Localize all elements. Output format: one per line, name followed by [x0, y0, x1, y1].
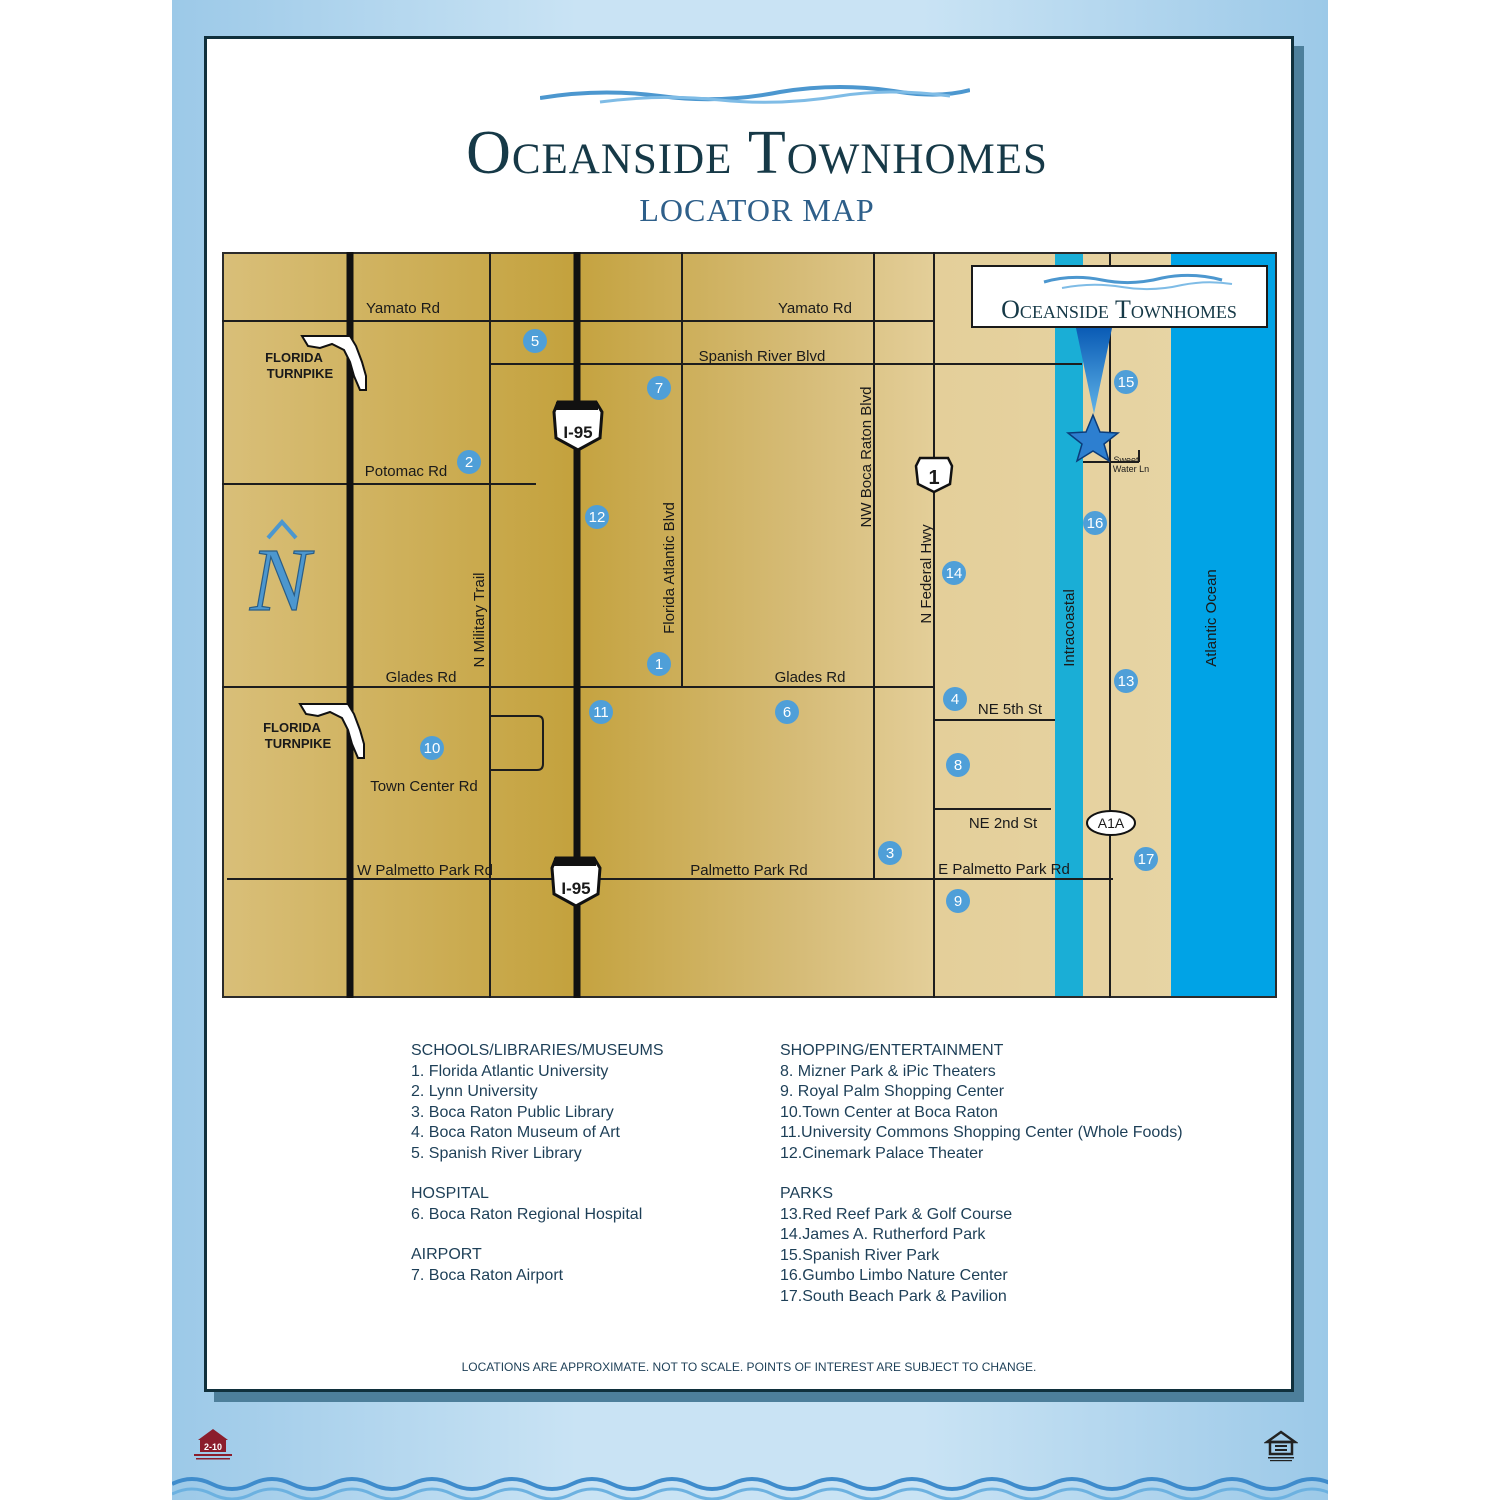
svg-text:10: 10: [423, 740, 441, 757]
legend-item: 14.James A. Rutherford Park: [780, 1226, 986, 1243]
poi-marker[interactable]: [946, 889, 970, 913]
poi-marker[interactable]: [1134, 847, 1158, 871]
inset-logo-text: Oceanside Townhomes: [1001, 295, 1237, 324]
svg-text:8: 8: [953, 757, 963, 774]
poi-marker[interactable]: [942, 561, 966, 585]
label-nw-boca: NW Boca Raton Blvd: [858, 386, 875, 528]
svg-text:14: 14: [945, 565, 963, 582]
label-atlantic-ocean: Atlantic Ocean: [1203, 569, 1220, 667]
equal-housing-icon: [1264, 1430, 1298, 1462]
legend-heading-shopping: SHOPPING/ENTERTAINMENT: [780, 1042, 1004, 1059]
page-title: Oceanside Townhomes: [466, 119, 1048, 187]
legend-heading-airport: AIRPORT: [411, 1246, 482, 1263]
legend-item: 5. Spanish River Library: [411, 1144, 582, 1162]
svg-text:13: 13: [1117, 673, 1135, 690]
a1a-shield-icon: [1087, 811, 1135, 835]
svg-text:9: 9: [953, 893, 963, 910]
label-palmetto: Palmetto Park Rd: [690, 862, 808, 879]
legend-heading-hospital: HOSPITAL: [411, 1185, 489, 1202]
label-w-palmetto: W Palmetto Park Rd: [357, 862, 493, 879]
poi-marker[interactable]: [589, 700, 613, 724]
legend-heading-parks: PARKS: [780, 1185, 834, 1202]
label-yamato-west: Yamato Rd: [366, 300, 440, 317]
warranty-logo-icon: [190, 1426, 236, 1462]
legend-item: 6. Boca Raton Regional Hospital: [411, 1205, 643, 1223]
svg-text:15: 15: [1117, 374, 1135, 391]
svg-text:11: 11: [593, 704, 609, 721]
label-glades-east: Glades Rd: [774, 669, 846, 686]
poi-marker[interactable]: [647, 376, 671, 400]
label-military: N Military Trail: [471, 572, 488, 668]
atlantic-ocean-water: [1171, 252, 1277, 998]
legend-item: 15.Spanish River Park: [780, 1246, 940, 1264]
svg-text:N: N: [249, 531, 311, 630]
page-subtitle: LOCATOR MAP: [639, 192, 875, 228]
svg-text:5: 5: [530, 333, 540, 350]
svg-text:6: 6: [782, 704, 792, 721]
svg-text:17: 17: [1137, 851, 1155, 868]
svg-text:FLORIDA: FLORIDA: [263, 720, 321, 735]
legend-item: 10.Town Center at Boca Raton: [780, 1103, 998, 1121]
label-sweet-water-2: Water Ln: [1112, 464, 1150, 474]
compass-north-icon: [249, 522, 315, 630]
legend-item: 13.Red Reef Park & Golf Course: [780, 1205, 1013, 1223]
poi-marker[interactable]: [878, 841, 902, 865]
header-wave-ornament: [540, 80, 970, 110]
legend-item: 2. Lynn University: [411, 1083, 538, 1100]
disclaimer-text: LOCATIONS ARE APPROXIMATE. NOT TO SCALE. POINTS OF INTEREST ARE SUBJECT TO CHANGE.: [461, 1360, 1037, 1374]
label-town-center: Town Center Rd: [370, 778, 478, 795]
label-spanish-river: Spanish River Blvd: [698, 348, 826, 365]
legend-item: 7. Boca Raton Airport: [411, 1266, 564, 1284]
svg-text:7: 7: [654, 380, 664, 397]
label-intracoastal: Intracoastal: [1061, 589, 1078, 667]
legend-right-column: [780, 1041, 1183, 1307]
legend-item: 9. Royal Palm Shopping Center: [780, 1083, 1005, 1100]
label-ne-5th: NE 5th St: [977, 701, 1043, 718]
svg-text:1: 1: [928, 467, 940, 489]
legend-item: 3. Boca Raton Public Library: [411, 1103, 614, 1121]
svg-text:2-10: 2-10: [203, 1442, 223, 1452]
svg-text:TURNPIKE: TURNPIKE: [264, 736, 332, 751]
poi-marker[interactable]: [1114, 370, 1138, 394]
label-potomac: Potomac Rd: [364, 463, 448, 480]
svg-text:1: 1: [654, 656, 664, 673]
legend-item: 4. Boca Raton Museum of Art: [411, 1124, 620, 1141]
svg-text:FLORIDA: FLORIDA: [265, 350, 323, 365]
poi-marker[interactable]: [943, 687, 967, 711]
locator-map: [222, 252, 1277, 998]
label-fau-blvd: Florida Atlantic Blvd: [661, 502, 678, 634]
legend-item: 16.Gumbo Limbo Nature Center: [780, 1267, 1008, 1284]
svg-text:4: 4: [950, 691, 960, 708]
label-sweet-water-1: Sweet: [1113, 455, 1139, 465]
svg-text:I-95: I-95: [561, 879, 591, 898]
us1-shield-icon: [916, 458, 952, 492]
poi-marker[interactable]: [647, 652, 671, 676]
legend-item: 12.Cinemark Palace Theater: [780, 1144, 984, 1162]
svg-text:12: 12: [588, 509, 606, 526]
bottom-waves: [172, 1470, 1328, 1500]
svg-text:A1A: A1A: [1097, 815, 1125, 831]
svg-text:3: 3: [885, 845, 895, 862]
poi-marker[interactable]: [775, 700, 799, 724]
poi-marker[interactable]: [946, 753, 970, 777]
legend-item: 1. Florida Atlantic University: [411, 1062, 609, 1080]
legend-item: 8. Mizner Park & iPic Theaters: [780, 1062, 996, 1080]
legend-left-column: [411, 1041, 664, 1286]
svg-text:16: 16: [1086, 515, 1104, 532]
svg-text:I-95: I-95: [563, 423, 593, 442]
label-ne-2nd: NE 2nd St: [968, 815, 1038, 832]
legend-item: 11.University Commons Shopping Center (Whole Foods): [780, 1124, 1183, 1141]
poi-marker[interactable]: [420, 736, 444, 760]
poi-marker[interactable]: [585, 505, 609, 529]
label-e-palmetto: E Palmetto Park Rd: [938, 861, 1070, 878]
legend-item: 17.South Beach Park & Pavilion: [780, 1287, 1007, 1305]
poi-marker[interactable]: [457, 450, 481, 474]
label-federal: N Federal Hwy: [918, 524, 935, 624]
label-glades-west: Glades Rd: [385, 669, 457, 686]
poi-marker[interactable]: [523, 329, 547, 353]
legend-heading-schools: SCHOOLS/LIBRARIES/MUSEUMS: [411, 1042, 664, 1059]
poi-marker[interactable]: [1083, 511, 1107, 535]
poi-marker[interactable]: [1114, 669, 1138, 693]
svg-text:2: 2: [464, 454, 474, 471]
svg-text:TURNPIKE: TURNPIKE: [266, 366, 334, 381]
label-yamato-east: Yamato Rd: [778, 300, 852, 317]
